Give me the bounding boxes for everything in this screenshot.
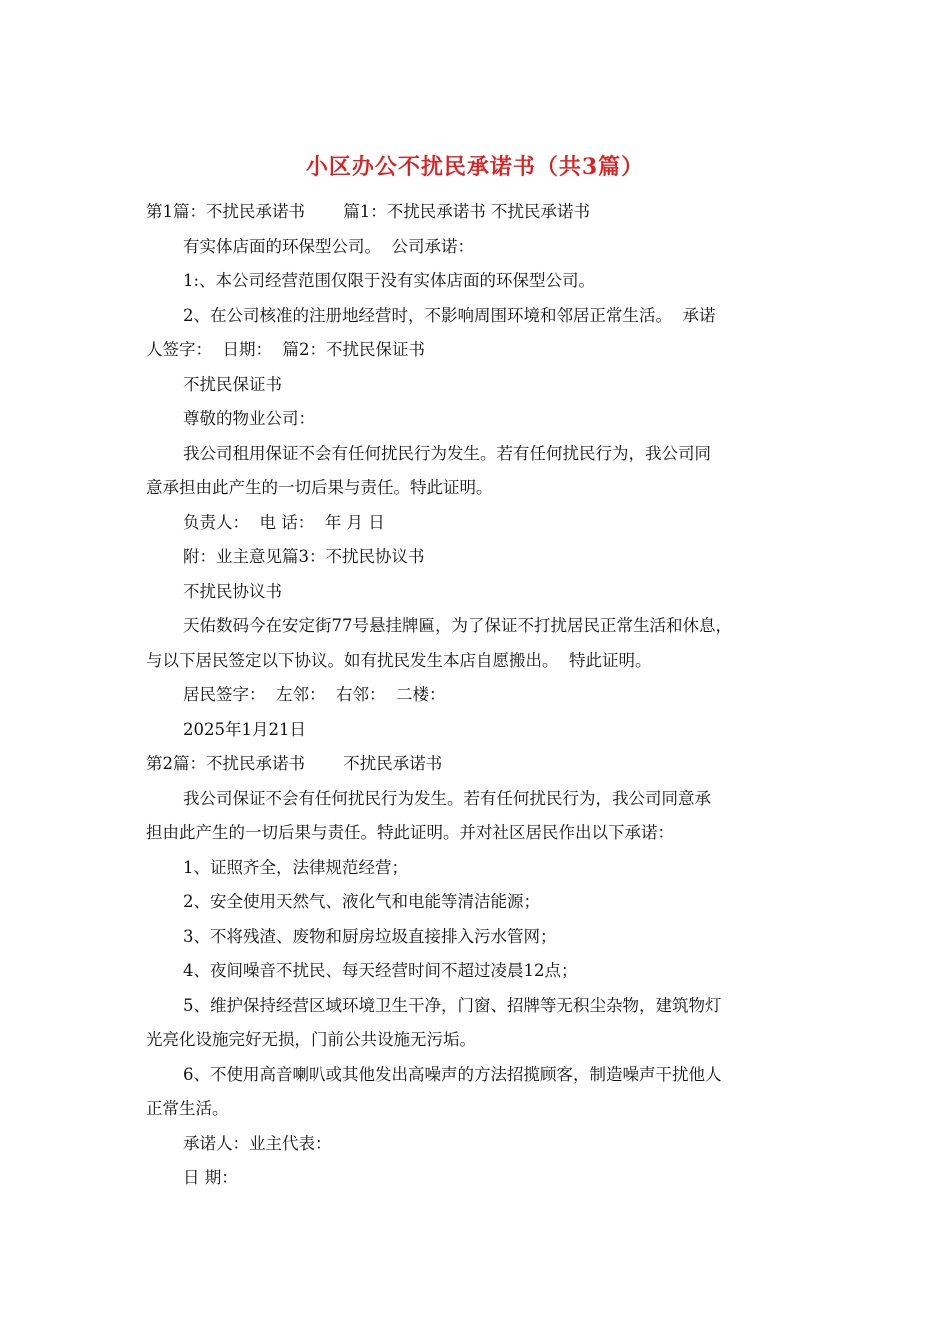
text-line: 居民签字： 左邻： 右邻： 二楼：	[183, 685, 446, 704]
text-line: 4、夜间噪音不扰民、每天经营时间不超过凌晨12点；	[183, 961, 578, 980]
text-line: 3、不将残渣、废物和厨房垃圾直接排入污水管网；	[183, 926, 557, 946]
text-line: 第1篇：不扰民承诺书 篇1：不扰民承诺书 不扰民承诺书	[146, 202, 590, 221]
text-line: 天佑数码今在安定街77号悬挂牌匾，为了保证不打扰居民正常生活和休息，	[183, 616, 732, 635]
text-line: 2、在公司核准的注册地经营时，不影响周围环境和邻居正常生活。 承诺	[183, 305, 716, 325]
document-body	[146, 195, 812, 1196]
text-line: 我公司租用保证不会有任何扰民行为发生。若有任何扰民行为，我公司同	[183, 443, 711, 463]
text-line: 不扰民保证书	[183, 374, 282, 394]
text-line: 附：业主意见篇3：不扰民协议书	[183, 547, 425, 566]
text-line: 5、维护保持经营区域环境卫生干净，门窗、招牌等无积尘杂物，建筑物灯	[183, 995, 722, 1015]
text-line: 正常生活。	[146, 1099, 229, 1118]
text-line: 2025年1月21日	[183, 719, 306, 739]
text-line: 2、安全使用天然气、液化气和电能等清洁能源；	[183, 892, 540, 911]
text-line: 1、证照齐全，法律规范经营；	[183, 857, 408, 877]
text-line: 6、不使用高音喇叭或其他发出高噪声的方法招揽顾客，制造噪声干扰他人	[183, 1064, 722, 1084]
text-line: 担由此产生的一切后果与责任。特此证明。并对社区居民作出以下承诺：	[146, 823, 674, 842]
text-line: 有实体店面的环保型公司。 公司承诺：	[183, 236, 474, 256]
text-line: 人签字： 日期： 篇2：不扰民保证书	[146, 340, 425, 359]
document-title: 小区办公不扰民承诺书（共3篇）	[305, 154, 645, 180]
text-line: 与以下居民签定以下协议。如有扰民发生本店自愿搬出。 特此证明。	[146, 650, 652, 670]
text-line: 1:、本公司经营范围仅限于没有实体店面的环保型公司。	[183, 271, 596, 290]
text-line: 负责人： 电 话： 年 月 日	[183, 512, 385, 532]
text-line: 不扰民协议书	[183, 581, 282, 601]
text-line: 光亮化设施完好无损，门前公共设施无污垢。	[146, 1030, 476, 1049]
text-line: 我公司保证不会有任何扰民行为发生。若有任何扰民行为，我公司同意承	[183, 788, 711, 808]
text-line: 日 期：	[183, 1168, 238, 1187]
text-line: 承诺人：业主代表：	[183, 1133, 332, 1153]
text-line: 意承担由此产生的一切后果与责任。特此证明。	[146, 478, 493, 497]
text-line: 第2篇：不扰民承诺书 不扰民承诺书	[146, 754, 443, 773]
text-line: 尊敬的物业公司：	[183, 409, 315, 428]
